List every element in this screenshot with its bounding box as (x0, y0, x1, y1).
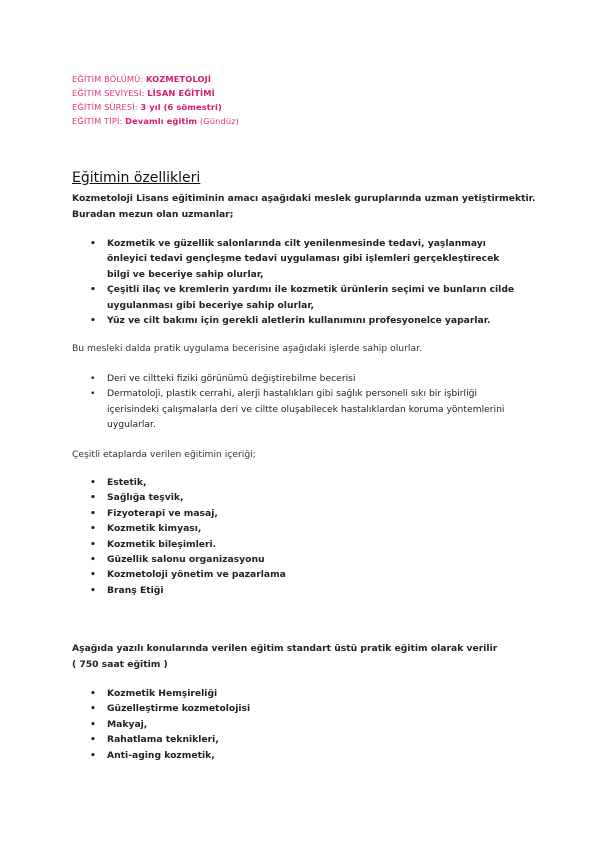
program-info (72, 72, 239, 128)
list-item (86, 748, 386, 763)
bullet-icon: • (90, 688, 96, 699)
practice-paragraph: Bu mesleki dalda pratik uygulama becerisine aşağıdaki işlerde sahip olurlar. (72, 343, 422, 354)
bullet-icon: • (90, 734, 96, 746)
list-item (86, 371, 516, 386)
list-item (86, 567, 386, 582)
bullet-icon: • (90, 388, 96, 400)
list-item (86, 490, 386, 505)
list-item (86, 386, 516, 432)
list-item-text: Dermatoloji, plastik cerrahi, alerji hastalıkları gibi sağlık personeli sıkı bir işbirliği içerisindeki çalışmalarla deri ve ciltte oluşabilecek hastalıklardan koruma yöntemlerini uygularlar. (107, 388, 505, 431)
list-item-text: Çeşitli ilaç ve kremlerin yardımı ile kozmetik ürünlerin seçimi ve bunların cilde uygulanması gibi beceriye sahip olurlar, (107, 284, 515, 311)
bullet-icon: • (90, 703, 96, 715)
extra-training-list (86, 686, 386, 763)
bullet-icon: • (90, 477, 96, 488)
list-item (86, 717, 386, 732)
level-value: LİSAN EĞİTİMİ (147, 88, 215, 98)
list-item (86, 313, 516, 328)
bullet-icon: • (90, 373, 96, 384)
bullet-icon: • (90, 238, 96, 249)
list-item-text: Makyaj, (107, 718, 148, 730)
section-title: Eğitimin özellikleri (72, 170, 201, 186)
bullet-icon: • (90, 718, 96, 730)
intro-paragraph: Kozmetoloji Lisans eğitiminin amacı aşağıdaki meslek guruplarında uzman yetiştirmektir. Buradan mezun olan uzmanlar; (72, 193, 536, 220)
duration-value: 3 yıl (6 sömestri) (140, 102, 222, 112)
duration-label: EĞİTİM SÜRESİ: (72, 102, 141, 112)
list-item (86, 537, 386, 552)
program-level (72, 86, 239, 100)
bullet-icon: • (90, 749, 96, 761)
list-item (86, 506, 386, 521)
list-item (86, 701, 386, 716)
bullet-icon: • (90, 284, 96, 296)
list-item-text: Rahatlama teknikleri, (107, 734, 219, 746)
bullet-icon: • (90, 538, 96, 550)
bullet-icon: • (90, 523, 96, 535)
list-item-text: Sağlığa teşvik, (107, 492, 184, 504)
list-item (86, 686, 386, 701)
program-type (72, 114, 239, 128)
list-item-text: Kozmetoloji yönetim ve pazarlama (107, 569, 286, 581)
list-item (86, 552, 386, 567)
bullet-icon: • (90, 315, 96, 327)
bullet-icon: • (90, 492, 96, 504)
list-item-text: Kozmetik Hemşireliği (107, 688, 218, 699)
list-item-text: Güzellik salonu organizasyonu (107, 554, 265, 566)
extra-training-line1: Aşağıda yazılı konularında verilen eğitim standart üstü pratik eğitim olarak verilir (72, 643, 498, 654)
list-item-text: Fizyoterapi ve masaj, (107, 507, 218, 519)
type-value: Devamlı eğitim (125, 116, 198, 126)
level-label: EĞİTİM SEVİYESİ: (72, 88, 148, 98)
course-content-list (86, 475, 386, 598)
list-item-text: Kozmetik kimyası, (107, 523, 202, 535)
list-item-text: Yüz ve cilt bakımı için gerekli aletlerin kullanımını profesyonelce yaparlar. (107, 315, 491, 327)
type-extra: (Gündüz) (197, 116, 239, 126)
list-item (86, 282, 516, 313)
list-item (86, 583, 386, 598)
list-item-text: Branş Etiği (107, 584, 164, 596)
list-item-text: Anti-aging kozmetik, (107, 749, 215, 761)
program-department (72, 72, 239, 86)
graduate-skills-list (86, 236, 516, 328)
bullet-icon: • (90, 569, 96, 581)
list-item (86, 732, 386, 747)
department-label: EĞİTİM BÖLÜMÜ: (72, 74, 146, 84)
bullet-icon: • (90, 554, 96, 566)
list-item (86, 521, 386, 536)
bullet-icon: • (90, 507, 96, 519)
type-label: EĞİTİM TİPİ: (72, 116, 126, 126)
list-item-text: Kozmetik bileşimleri. (107, 538, 217, 550)
list-item-text: Deri ve ciltteki fiziki görünümü değiştirebilme becerisi (107, 373, 356, 384)
content-paragraph: Çeşitli etaplarda verilen eğitimin içeriği; (72, 449, 256, 460)
list-item-text: Kozmetik ve güzellik salonlarında cilt yenilenmesinde tedavi, yaşlanmayı önleyici tedavi gençleşme tedavi uygulaması gibi işlemleri gerçekleştirecek bilgi ve beceriye sahip olurlar, (107, 238, 500, 280)
list-item-text: Güzelleştirme kozmetolojisi (107, 703, 251, 715)
list-item (86, 236, 516, 282)
list-item-text: Estetik, (107, 477, 147, 488)
practice-list (86, 371, 516, 433)
department-value: KOZMETOLOJİ (145, 74, 212, 84)
extra-training-line2: ( 750 saat eğitim ) (72, 659, 168, 670)
bullet-icon: • (90, 584, 96, 596)
program-duration (72, 100, 239, 114)
list-item (86, 475, 386, 490)
